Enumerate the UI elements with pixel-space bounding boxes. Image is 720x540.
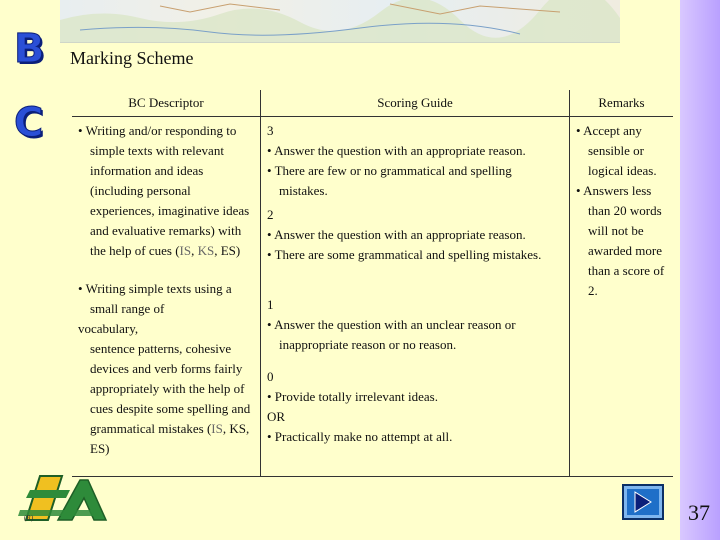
score-item: • Practically make no attempt at all. [267,429,453,444]
score-block-0 [267,367,563,447]
remark-1: • Accept any sensible or logical ideas. [576,123,657,178]
score-item: • Answer the question with an unclear reason or inappropriate reason or no reason. [267,317,516,352]
descriptor-1: • Writing and/or responding to simple texts with relevant information and ideas (including personal experiences, imaginative ideas and evaluative remarks) with the help of cues (IS, KS, ES) [78,123,250,258]
marking-table [72,90,673,477]
table-header-row [72,90,673,117]
score-block-3 [267,121,563,205]
score-value: 2 [267,207,274,222]
score-block-2 [267,205,563,295]
table-row [72,117,673,477]
map-banner [60,0,620,43]
next-slide-button[interactable] [622,484,664,520]
score-value: 3 [267,123,274,138]
score-item: • Provide totally irrelevant ideas. [267,389,438,404]
scoring-cell [261,117,570,477]
header-letter-c: C [14,100,44,146]
header-remarks: Remarks [570,90,674,117]
score-value: 1 [267,297,274,312]
remark-2: • Answers less than 20 words will not be awarded more than a score of 2. [576,183,665,298]
play-arrow-icon [633,491,653,513]
descriptor-cell [72,117,261,477]
ea-logo [10,470,110,530]
score-item: • There are few or no grammatical and spelling mistakes. [267,163,512,198]
score-item: • Answer the question with an appropriate reason. [267,227,526,242]
descriptor-2-vocab: vocabulary, [78,321,139,336]
score-item: • There are some grammatical and spelling mistakes. [267,247,542,262]
header-scoring-guide: Scoring Guide [261,90,570,117]
registered-mark: (R) [24,514,34,522]
remarks-cell [570,117,674,477]
header-letter-b: B [14,26,45,72]
page-title: Marking Scheme [70,48,194,68]
right-decor-strip [680,0,720,540]
score-block-1 [267,295,563,367]
page-number: 37 [688,500,710,525]
descriptor-2-lead: • Writing simple texts using a small range of [78,281,232,316]
score-or: OR [267,409,286,424]
header-bc-descriptor: BC Descriptor [72,90,261,117]
score-item: • Answer the question with an appropriate reason. [267,143,526,158]
descriptor-2-rest: sentence patterns, cohesive devices and verb forms fairly appropriately with the help of cues despite some spelling and grammatical mistakes (IS, KS, ES) [90,341,251,456]
score-value: 0 [267,369,274,384]
